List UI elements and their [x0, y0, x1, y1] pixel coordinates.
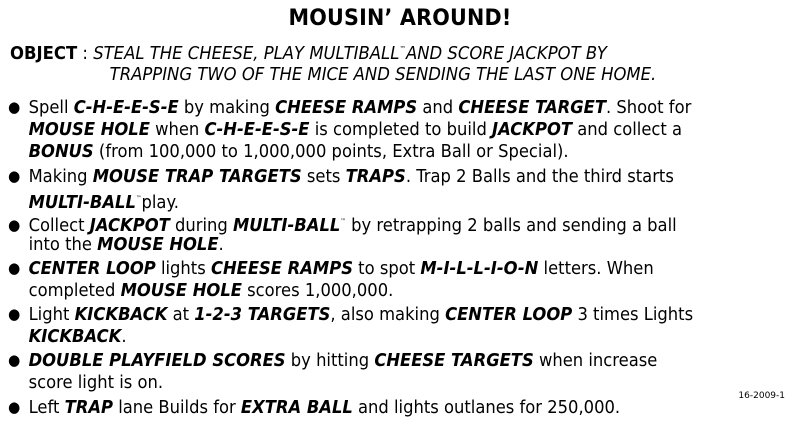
object-text-1: STEAL THE CHEESE, PLAY MULTIBALL	[93, 44, 400, 64]
rule-text: by hitting	[285, 351, 375, 371]
rule-text: by making	[178, 98, 276, 118]
rule-text: . Shoot for	[606, 98, 692, 118]
keyword-text: M-I-L-L-I-O-N	[420, 259, 539, 279]
object-block	[10, 39, 743, 86]
keyword-text: MOUSE HOLE	[120, 280, 242, 301]
rule-text: at	[167, 305, 195, 325]
rule-line	[8, 372, 745, 395]
rule-line	[8, 141, 745, 164]
rule-line	[8, 234, 745, 257]
rule-text: when	[149, 119, 205, 140]
rule-text: Spell	[28, 98, 74, 118]
rule-line	[8, 303, 745, 326]
keyword-text: JACKPOT	[89, 216, 170, 236]
rule-text: lights	[155, 259, 211, 279]
object-line-2	[10, 65, 743, 86]
rule-line	[8, 119, 745, 142]
keyword-text: TRAP	[64, 398, 113, 418]
rule-line	[8, 96, 745, 119]
rule-text: score light is on.	[28, 372, 164, 393]
part-number: 16-2009-1	[738, 391, 785, 401]
rule-text: Light	[28, 305, 75, 325]
rule-text: scores 1,000,000.	[241, 280, 394, 301]
object-line-1	[10, 39, 743, 65]
rule-line	[8, 165, 745, 188]
rule-text: into the	[28, 234, 98, 255]
rule-text: .	[218, 234, 224, 255]
keyword-text: MOUSE HOLE	[28, 119, 150, 140]
rule-item	[8, 303, 745, 348]
keyword-text: CHEESE TARGET	[458, 98, 607, 118]
keyword-text: TRAPS	[345, 167, 406, 187]
bullet-icon: ●	[8, 167, 21, 185]
rule-text: play.	[141, 192, 180, 213]
trademark-mark: ™	[135, 194, 142, 202]
keyword-text: C-H-E-E-S-E	[73, 98, 179, 118]
rule-line	[8, 188, 745, 211]
keyword-text: KICKBACK	[28, 326, 122, 347]
rule-text: , also making	[330, 305, 446, 325]
rule-text: lane Builds for	[112, 398, 241, 418]
rule-text: sets	[301, 167, 346, 187]
keyword-text: DOUBLE PLAYFIELD SCORES	[28, 351, 286, 371]
rule-text: Making	[28, 167, 93, 187]
rule-item	[8, 349, 745, 394]
rule-text: and lights outlanes for 250,000.	[352, 398, 621, 418]
rule-text: during	[169, 216, 233, 236]
keyword-text: EXTRA BALL	[240, 398, 353, 418]
keyword-text: KICKBACK	[74, 305, 168, 325]
keyword-text: C-H-E-E-S-E	[204, 119, 310, 140]
rule-text: .	[121, 326, 127, 347]
object-separator: :	[77, 44, 94, 64]
keyword-text: CHEESE TARGETS	[374, 351, 534, 371]
rule-text: . Trap 2 Balls and the third starts	[405, 167, 674, 187]
rule-text: and collect a	[572, 119, 683, 140]
rule-item	[8, 96, 745, 164]
rule-line	[8, 211, 745, 234]
rule-line	[8, 326, 745, 349]
keyword-text: CENTER LOOP	[28, 259, 156, 279]
rule-item	[8, 211, 745, 256]
rule-line	[8, 257, 745, 280]
rule-line	[8, 396, 745, 419]
keyword-text: 1-2-3 TARGETS	[194, 305, 331, 325]
rule-text: letters. When	[538, 259, 654, 279]
keyword-text: MOUSE HOLE	[97, 234, 219, 255]
rule-text: and	[417, 98, 459, 118]
card-title: MOUSIN’ AROUND!	[288, 6, 512, 31]
rule-line	[8, 280, 745, 303]
rule-text: 3 times Lights	[572, 305, 694, 325]
rule-text: completed	[28, 280, 121, 301]
rule-item	[8, 257, 745, 302]
bullet-icon: ●	[8, 98, 21, 116]
rule-item	[8, 165, 745, 213]
bullet-icon: ●	[8, 398, 21, 416]
rule-line	[8, 349, 745, 372]
keyword-text: MOUSE TRAP TARGETS	[92, 167, 302, 187]
keyword-text: JACKPOT	[492, 119, 573, 140]
rule-text: by retrapping 2 balls and sending a ball	[345, 216, 677, 236]
rule-text: is completed to build	[309, 119, 493, 140]
keyword-text: CHEESE RAMPS	[275, 98, 418, 118]
object-text-2: TRAPPING TWO OF THE MICE AND SENDING THE LAST ONE HOME.	[109, 65, 657, 85]
keyword-text: CENTER LOOP	[445, 305, 573, 325]
keyword-text: MULTI-BALL	[28, 192, 136, 213]
rule-item	[8, 396, 745, 419]
object-lead: OBJECT	[10, 44, 78, 64]
rule-text: when increase	[533, 351, 658, 371]
trademark-mark: ™	[340, 218, 346, 225]
keyword-text: BONUS	[28, 142, 94, 162]
object-text-1b: AND SCORE JACKPOT BY	[405, 44, 607, 64]
rule-text: Collect	[28, 216, 90, 236]
bullet-icon: ●	[8, 351, 21, 369]
keyword-text: CHEESE RAMPS	[210, 259, 353, 279]
bullet-icon: ●	[8, 259, 21, 277]
keyword-text: MULTI-BALL	[232, 216, 341, 236]
rule-text: (from 100,000 to 1,000,000 points, Extra Ball or Special).	[93, 142, 569, 162]
trademark-mark: ™	[399, 45, 406, 53]
rule-text: to spot	[352, 259, 421, 279]
bullet-icon: ●	[8, 305, 21, 323]
bullet-icon: ●	[8, 216, 21, 234]
rule-text: Left	[28, 398, 65, 418]
